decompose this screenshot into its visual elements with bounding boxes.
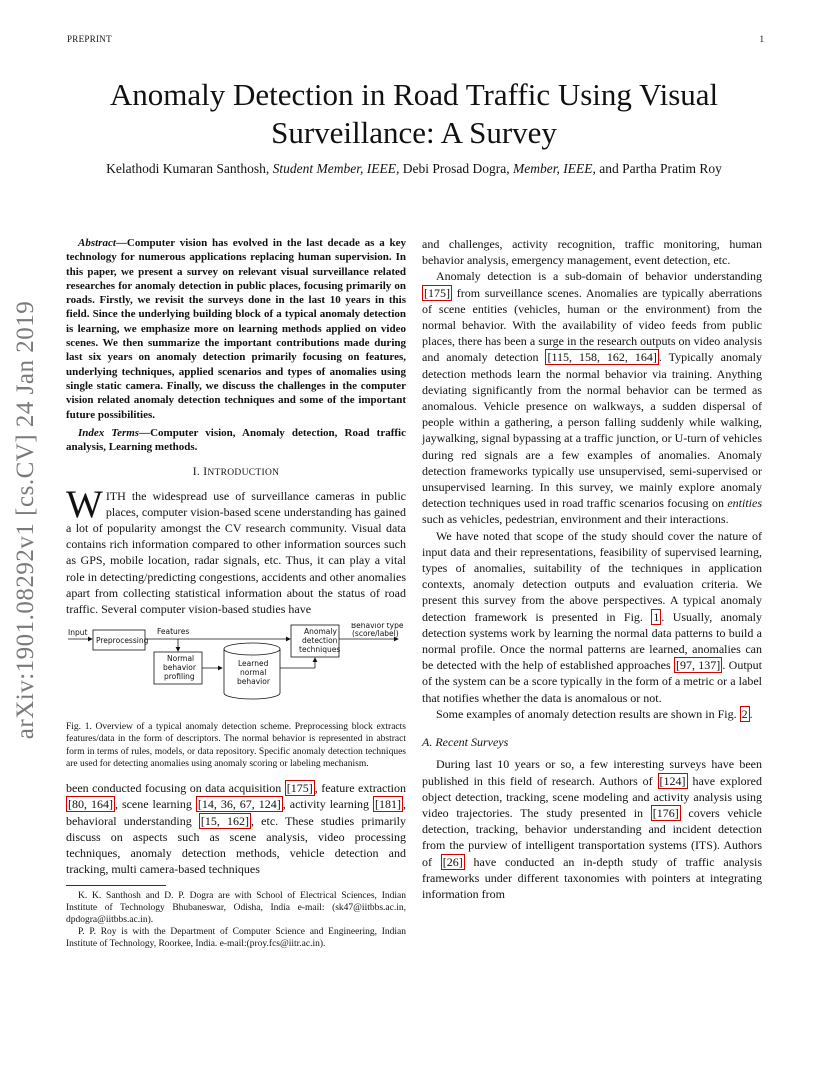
figure-link[interactable]: 2 xyxy=(741,706,748,721)
fig-behavior-type-line2: (score/label) xyxy=(352,629,399,639)
emphasis: entities xyxy=(727,496,762,511)
fig-features-label: Features xyxy=(157,627,190,637)
drop-cap: W xyxy=(66,482,103,526)
citation-link[interactable]: [124] xyxy=(659,773,686,788)
fig-learned-line1: Learned xyxy=(238,659,269,669)
right-paragraph-0: and challenges, activity recognition, traffic monitoring, human behavior analysis, emergency management, event detection, etc. xyxy=(422,237,762,268)
index-terms-text: —Computer vision, Anomaly detection, Road traffic analysis, Learning methods. xyxy=(66,426,406,454)
intro-paragraph xyxy=(66,482,406,618)
text-run: During last 10 years or so, a few interesting surveys have been published in this field of research. Authors of xyxy=(422,757,762,788)
left-column xyxy=(66,236,406,950)
section-numeral: I. xyxy=(192,466,201,479)
left-paragraph-continued xyxy=(66,780,406,877)
citation-link[interactable]: [181] xyxy=(375,797,402,812)
right-paragraph-4 xyxy=(422,756,762,902)
citation-link[interactable]: [97, 137] xyxy=(675,658,721,673)
abstract xyxy=(66,236,406,422)
fig-normal-line2: behavior xyxy=(163,663,196,673)
footnote-affiliation-1: K. K. Santhosh and D. P. Dogra are with School of Electrical Sciences, Indian Institute of Technology Bhubaneswar, Odisha, India e-mail: (sk47@iitbbs.ac.in, dpdogra@iitbbs.ac.in). xyxy=(66,891,406,926)
author-1: Kelathodi Kumaran Santhosh, xyxy=(106,161,270,176)
citation-link[interactable]: [80, 164] xyxy=(68,797,113,812)
section-title-first: I xyxy=(203,466,208,479)
text-run: , scene learning xyxy=(114,797,196,812)
arxiv-stamp-text: arXiv:1901.08292v1 [cs.CV] 24 Jan 2019 xyxy=(12,300,39,740)
figure-1-caption: Fig. 1. Overview of a typical anomaly detection scheme. Preprocessing block extracts features/data in the form of descriptors. The normal behavior is represented in abstract form in terms of rules, models, or data repository. Specific anomaly detection techniques are used for detecting anomalies using anomaly scoring or labeling mechanism. xyxy=(66,722,406,769)
right-paragraph-2 xyxy=(422,528,762,706)
figure-1-svg xyxy=(66,623,406,713)
title-line-1: Anomaly Detection in Road Traffic Using Visual xyxy=(109,77,719,112)
text-run: such as vehicles, pedestrian, environment and their interactions. xyxy=(422,512,729,527)
text-run: covers vehicle detection, tracking, behavior understanding and incident detection from the purview of intelligent transportation systems (ITS). Authors of xyxy=(422,805,762,869)
fig-normal-line1: Normal xyxy=(167,654,195,664)
fig-anomaly-line2: detection xyxy=(302,636,338,646)
fig-learned-line3: behavior xyxy=(237,677,270,687)
abstract-text: —Computer vision has evolved in the last decade as a key technology for numerous applications replacing human supervision. In this paper, we present a survey on relevant visual surveillance related researches for anomaly detection in public places, focusing primarily on roads. Firstly, we revisit the surveys done in the last 10 years in this field. Since the underlying building block of a typical anomaly detection is learning, we emphasize more on learning methods applied on video scenes. We then summarize the important contributions made during last six years on anomaly detection primarily focusing on features, underlying techniques, applied scenarios and types of anomalies using single static camera. Finally, we discuss the challenges in the computer vision related anomaly detection techniques and some of the important future possibilities. xyxy=(66,237,406,421)
text-run: , activity learning xyxy=(282,797,374,812)
footnote-divider xyxy=(66,885,166,886)
author-2-role: Member, IEEE, xyxy=(512,161,596,176)
fig-behavior-type-line1: Behavior type xyxy=(351,623,404,631)
fig-learned-line2: normal xyxy=(240,668,267,678)
citation-link[interactable]: [14, 36, 67, 124] xyxy=(197,797,281,812)
abstract-label: Abstract xyxy=(78,237,116,249)
text-run: Anomaly detection is a sub-domain of behavior understanding xyxy=(436,269,762,284)
index-terms xyxy=(66,426,406,455)
text-run: . Usually, anomaly detection systems work by learning the normal data patterns to build a normal profile. Once the normal patterns are learned, anomalies can be detected with the help of established approaches xyxy=(422,609,762,673)
text-run: . xyxy=(749,706,753,721)
fig-anomaly-line1: Anomaly xyxy=(304,627,337,637)
section-title-rest: NTRODUCTION xyxy=(207,468,280,479)
text-run: from surveillance scenes. Anomalies are typically aberrations of scene entities (vehicles, human or the environment) from the normal behavior. With the availability of video feeds from public places, there has been a surge in the research outputs on video analysis and anomaly detection xyxy=(422,285,762,365)
citation-link[interactable]: [176] xyxy=(652,805,679,820)
figure-1-diagram xyxy=(66,623,406,713)
citation-link[interactable]: [115, 158, 162, 164] xyxy=(547,350,657,365)
text-run: have explored object detection, tracking, scene modeling and activity analysis using video trajectories. The study presented in xyxy=(422,773,762,820)
author-1-role: Student Member, IEEE, xyxy=(272,161,400,176)
text-run: We have noted that scope of the study should cover the nature of input data and their representations, feasibility of supervised learning, types of anomalies, suitability of the techniques in application contexts, anomaly detection outputs and evaluation criteria. We present this survey from the above perspectives. A typical anomaly detection framework is presented in Fig. xyxy=(422,528,762,624)
citation-link[interactable]: [175] xyxy=(424,285,450,300)
right-column xyxy=(422,236,762,902)
subsection-heading: A. Recent Surveys xyxy=(422,735,509,750)
text-run: , behavioral understanding xyxy=(66,797,407,828)
section-heading-introduction xyxy=(66,464,406,481)
text-run: have conducted an in-depth study of traffic analysis frameworks under different taxonomies with pointers at integrating information from xyxy=(422,854,762,901)
author-list xyxy=(60,160,768,178)
text-run: been conducted focusing on data acquisition xyxy=(66,781,285,796)
right-paragraph-3 xyxy=(422,706,762,722)
footnote-affiliation-2: P. P. Roy is with the Department of Computer Science and Engineering, Indian Institute of Technology, Roorkee, India. e-mail:(proy.fcs@iitr.ac.in). xyxy=(66,927,406,950)
arxiv-stamp xyxy=(0,0,52,1072)
running-head: PREPRINT xyxy=(67,34,112,44)
citation-link[interactable]: [175] xyxy=(286,781,313,796)
text-run: . Output of the system can be a score typically in the form of a metric or a label that notifies whether the data is anomalous or not. xyxy=(422,658,762,705)
author-2: Debi Prosad Dogra, xyxy=(402,161,510,176)
text-run: , etc. These studies primarily discuss on aspects such as scene analysis, video processing techniques, anomaly detection methods, vehicle detection and tracking, multi camera-based techniques xyxy=(66,813,406,877)
fig-anomaly-line3: techniques xyxy=(299,645,341,655)
title-line-2: Surveillance: A Survey xyxy=(271,115,557,150)
citation-link[interactable]: [15, 162] xyxy=(200,813,250,828)
text-run: , feature extraction xyxy=(314,781,407,796)
fig-preprocessing-label: Preprocessing xyxy=(96,636,149,646)
text-run: . Typically anomaly detection methods learn the normal behavior via training. Anything deviating significantly from the normal behavior can be termed as anomalous. Vehicle presence on walkways, a sudden dispersal of people within a gathering, a person falling suddenly while walking, jaywalking, signal bypassing at a traffic junction, or U-turn of vehicles during red signals are a few examples of anomalies. Anomaly detection frameworks typically use unsupervised, semi-supervised or unsupervised learning. In this survey, we mainly explore anomaly detection techniques used in road traffic scenarios focusing on xyxy=(422,350,762,511)
fig-input-label: Input xyxy=(68,628,88,638)
text-run: Some examples of anomaly detection results are shown in Fig. xyxy=(436,706,740,721)
right-paragraph-1 xyxy=(422,268,762,527)
author-3: and Partha Pratim Roy xyxy=(599,161,722,176)
citation-link[interactable]: [26] xyxy=(442,854,463,869)
paper-title xyxy=(60,76,768,152)
page-number: 1 xyxy=(759,34,764,44)
figure-link[interactable]: 1 xyxy=(653,609,660,624)
index-terms-label: Index Terms xyxy=(78,426,140,439)
fig-normal-line3: profiling xyxy=(164,672,195,682)
intro-text: ITH the widespread use of surveillance cameras in public places, computer vision-based scene understanding has gained a lot of popularity amongst the CV research community. Visual data contains rich information compared to other information sources such as GPS, mobile location, radar signals, etc. Thus, it can play a vital role in detecting/predicting congestions, accidents and other anomalies apart from collecting statistical information about the status of road traffic. Several computer vision-based studies have xyxy=(66,488,406,617)
